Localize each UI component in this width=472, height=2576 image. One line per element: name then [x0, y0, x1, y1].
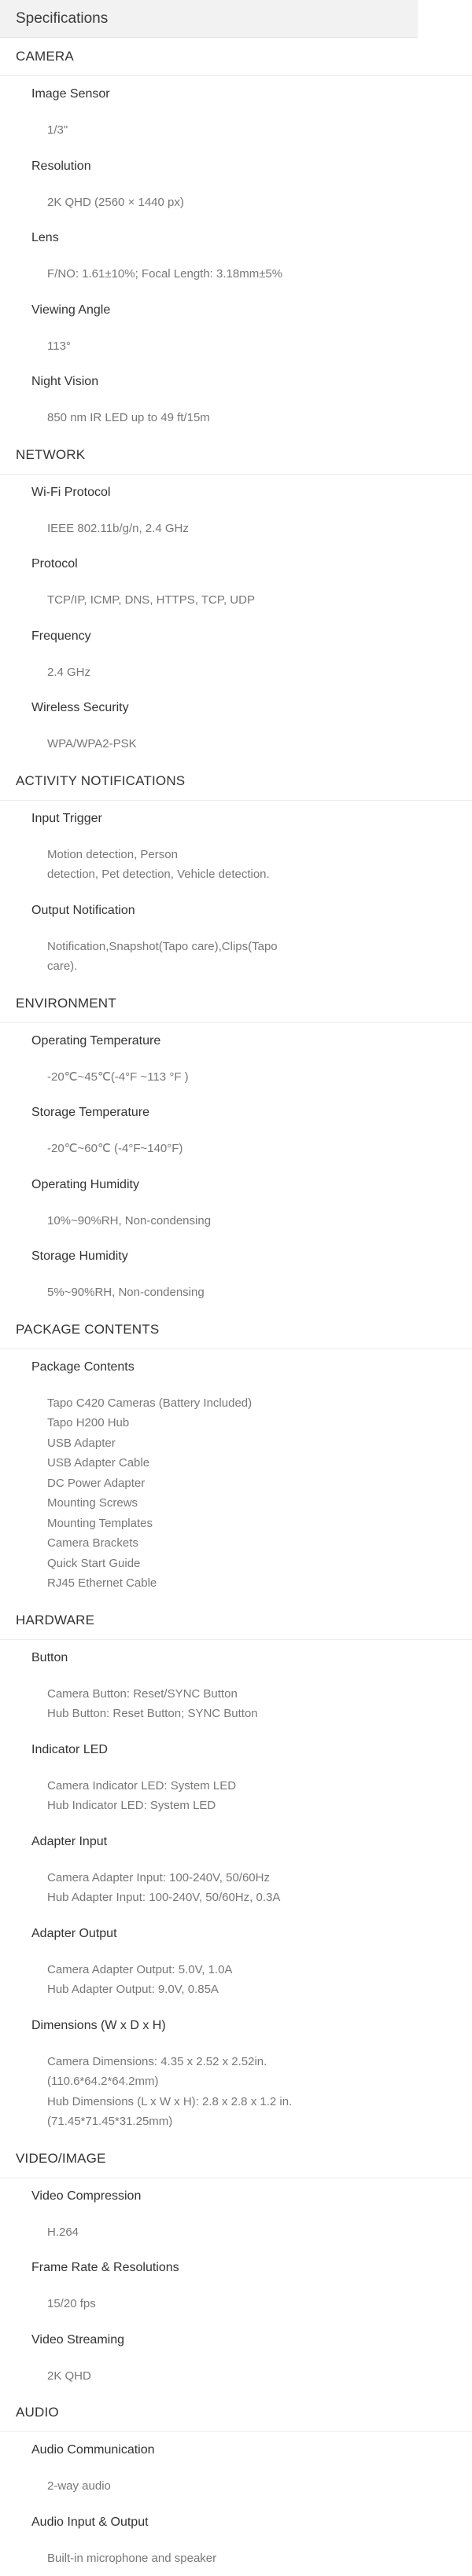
spec-item	[0, 1916, 472, 2008]
spec-value-line: TCP/IP, ICMP, DNS, HTTPS, TCP, UDP	[47, 590, 441, 611]
spec-label: Audio Communication	[0, 2432, 472, 2468]
spec-item	[0, 618, 472, 691]
spec-value-line: Camera Indicator LED: System LED	[47, 1776, 441, 1796]
spec-value-line: 15/20 fps	[47, 2294, 441, 2314]
spec-value	[0, 1131, 472, 1167]
spec-item	[0, 1824, 472, 1916]
spec-value	[0, 837, 472, 893]
spec-item	[0, 292, 472, 365]
spec-item	[0, 1167, 472, 1239]
spec-label: Image Sensor	[0, 76, 472, 112]
spec-value-line: H.264	[47, 2222, 441, 2243]
spec-value-line: care).	[47, 956, 441, 977]
spec-value-line: Quick Start Guide	[47, 1554, 441, 1574]
section-title: HARDWARE	[0, 1602, 472, 1640]
spec-value	[0, 655, 472, 691]
spec-value-line: Camera Adapter Input: 100-240V, 50/60Hz	[47, 1868, 441, 1888]
spec-value-line: USB Adapter Cable	[47, 1453, 441, 1473]
spec-value	[0, 1676, 472, 1732]
section-title: PACKAGE CONTENTS	[0, 1311, 472, 1349]
spec-label: Wireless Security	[0, 690, 472, 726]
spec-value-line: -20℃~60℃ (-4°F~140°F)	[47, 1139, 441, 1159]
spec-label: Resolution	[0, 149, 472, 185]
spec-value	[0, 726, 472, 762]
spec-value	[0, 256, 472, 292]
spec-value-line: Mounting Templates	[47, 1514, 441, 1534]
page-title: Specifications	[16, 10, 108, 28]
spec-label: Dimensions (W x D x H)	[0, 2008, 472, 2044]
spec-item	[0, 1732, 472, 1824]
spec-item	[0, 1023, 472, 1095]
spec-label: Package Contents	[0, 1349, 472, 1385]
spec-item	[0, 2008, 472, 2140]
spec-item	[0, 546, 472, 618]
spec-value-line: 2.4 GHz	[47, 662, 441, 683]
spec-value	[0, 2044, 472, 2140]
spec-value	[0, 1385, 472, 1602]
section-title: CAMERA	[0, 38, 472, 76]
section-title: AUDIO	[0, 2394, 472, 2432]
spec-label: Frequency	[0, 618, 472, 655]
spec-item	[0, 801, 472, 893]
spec-section-audio	[0, 2394, 472, 2576]
spec-value-line: Hub Dimensions (L x W x H): 2.8 x 2.8 x 1.2 in.	[47, 2092, 441, 2112]
spec-value	[0, 2541, 472, 2576]
spec-value-line: 10%~90%RH, Non-condensing	[47, 1211, 441, 1231]
spec-value-line: 850 nm IR LED up to 49 ft/15m	[47, 408, 441, 428]
spec-item	[0, 149, 472, 221]
spec-value-line: DC Power Adapter	[47, 1473, 441, 1494]
spec-value	[0, 929, 472, 985]
spec-value	[0, 185, 472, 221]
spec-value-line: 113°	[47, 336, 441, 357]
spec-section-environment	[0, 985, 472, 1311]
spec-label: Protocol	[0, 546, 472, 582]
spec-value-line: Mounting Screws	[47, 1493, 441, 1514]
spec-value-line: 2-way audio	[47, 2476, 441, 2497]
spec-item	[0, 76, 472, 149]
spec-item	[0, 2432, 472, 2504]
section-title: ENVIRONMENT	[0, 985, 472, 1023]
spec-label: Video Streaming	[0, 2322, 472, 2358]
spec-item	[0, 1349, 472, 1602]
spec-item	[0, 1640, 472, 1732]
spec-value-line: Hub Adapter Input: 100-240V, 50/60Hz, 0.3A	[47, 1888, 441, 1908]
spec-value	[0, 511, 472, 547]
spec-item	[0, 1095, 472, 1167]
spec-value-line: Camera Dimensions: 4.35 x 2.52 x 2.52in.	[47, 2052, 441, 2072]
section-title: NETWORK	[0, 436, 472, 475]
spec-value	[0, 112, 472, 149]
specifications-list	[0, 38, 472, 2576]
spec-value-line: IEEE 802.11b/g/n, 2.4 GHz	[47, 519, 441, 539]
spec-label: Night Vision	[0, 364, 472, 400]
spec-value-line: USB Adapter	[47, 1433, 441, 1454]
spec-label: Wi-Fi Protocol	[0, 475, 472, 511]
spec-label: Output Notification	[0, 893, 472, 929]
spec-value-line: Built-in microphone and speaker	[47, 2548, 441, 2569]
spec-value-line: 2K QHD (2560 × 1440 px)	[47, 193, 441, 213]
spec-value-line: Camera Brackets	[47, 1533, 441, 1554]
spec-value-line: Camera Adapter Output: 5.0V, 1.0A	[47, 1960, 441, 1980]
spec-value	[0, 2468, 472, 2504]
spec-value-line: 5%~90%RH, Non-condensing	[47, 1282, 441, 1303]
spec-label: Lens	[0, 220, 472, 256]
spec-label: Indicator LED	[0, 1732, 472, 1768]
section-title: VIDEO/IMAGE	[0, 2140, 472, 2178]
section-title: ACTIVITY NOTIFICATIONS	[0, 762, 472, 801]
spec-value-line: Tapo H200 Hub	[47, 1413, 441, 1433]
spec-section-activity-notifications	[0, 762, 472, 985]
spec-label: Storage Temperature	[0, 1095, 472, 1131]
spec-value	[0, 582, 472, 618]
spec-label: Operating Humidity	[0, 1167, 472, 1203]
spec-label: Adapter Output	[0, 1916, 472, 1952]
spec-value	[0, 1275, 472, 1311]
spec-item	[0, 2250, 472, 2322]
spec-value-line: 1/3"	[47, 120, 441, 141]
spec-value-line: (110.6*64.2*64.2mm)	[47, 2071, 441, 2092]
spec-value	[0, 2286, 472, 2322]
spec-label: Storage Humidity	[0, 1238, 472, 1275]
spec-item	[0, 220, 472, 292]
spec-value-line: detection, Pet detection, Vehicle detection.	[47, 864, 441, 885]
spec-value-line: Camera Button: Reset/SYNC Button	[47, 1684, 441, 1704]
spec-item	[0, 2504, 472, 2576]
spec-value-line: Notification,Snapshot(Tapo care),Clips(Tapo	[47, 937, 441, 957]
spec-label: Adapter Input	[0, 1824, 472, 1860]
spec-label: Frame Rate & Resolutions	[0, 2250, 472, 2286]
spec-value-line: 2K QHD	[47, 2366, 441, 2387]
spec-value-line: Hub Button: Reset Button; SYNC Button	[47, 1704, 441, 1724]
spec-value-line: WPA/WPA2-PSK	[47, 734, 441, 754]
spec-item	[0, 364, 472, 436]
spec-value	[0, 2358, 472, 2394]
spec-label: Video Compression	[0, 2178, 472, 2215]
specifications-header	[0, 0, 418, 38]
spec-value-line: Tapo C420 Cameras (Battery Included)	[47, 1393, 441, 1414]
spec-value	[0, 1768, 472, 1824]
spec-value	[0, 1860, 472, 1916]
spec-value-line: (71.45*71.45*31.25mm)	[47, 2112, 441, 2132]
spec-value	[0, 1059, 472, 1095]
spec-label: Input Trigger	[0, 801, 472, 837]
spec-item	[0, 690, 472, 762]
spec-label: Operating Temperature	[0, 1023, 472, 1059]
spec-value-line: Hub Adapter Output: 9.0V, 0.85A	[47, 1980, 441, 2000]
spec-value	[0, 1203, 472, 1239]
spec-item	[0, 475, 472, 547]
spec-item	[0, 893, 472, 985]
spec-value	[0, 2215, 472, 2251]
spec-value-line: F/NO: 1.61±10%; Focal Length: 3.18mm±5%	[47, 264, 441, 284]
spec-value-line: Motion detection, Person	[47, 845, 441, 865]
spec-section-package-contents	[0, 1311, 472, 1602]
spec-section-hardware	[0, 1602, 472, 2140]
spec-value-line: RJ45 Ethernet Cable	[47, 1573, 441, 1594]
spec-label: Viewing Angle	[0, 292, 472, 328]
spec-section-camera	[0, 38, 472, 436]
spec-value-line: -20℃~45℃(-4°F ~113 °F )	[47, 1067, 441, 1088]
spec-section-network	[0, 436, 472, 762]
spec-value	[0, 1952, 472, 2008]
spec-item	[0, 2322, 472, 2394]
spec-section-video-image	[0, 2140, 472, 2394]
spec-label: Button	[0, 1640, 472, 1676]
spec-value	[0, 328, 472, 365]
spec-item	[0, 2178, 472, 2251]
spec-label: Audio Input & Output	[0, 2504, 472, 2541]
spec-value	[0, 400, 472, 436]
spec-value-line: Hub Indicator LED: System LED	[47, 1796, 441, 1816]
spec-item	[0, 1238, 472, 1311]
